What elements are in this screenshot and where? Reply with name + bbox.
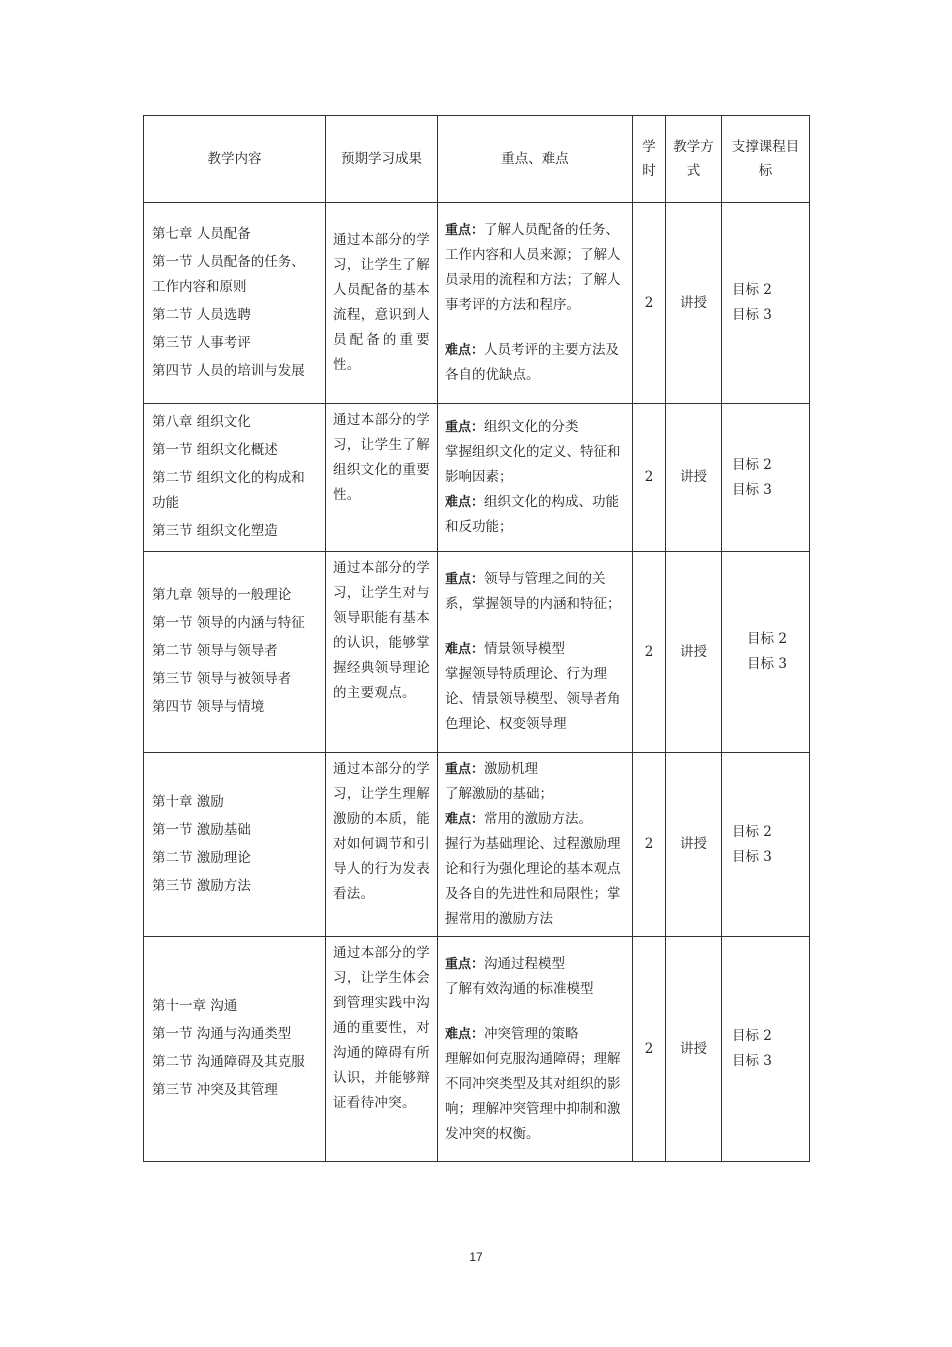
section-item: 第三节 领导与被领导者 — [152, 671, 292, 687]
row-outcome: 通过本部分的学习，让学生体会到管理实践中沟通的重要性，对沟通的障碍有所认识，并能够辩证看待冲突。 — [326, 937, 438, 1162]
row-hours: 2 — [633, 753, 666, 937]
header-row — [144, 116, 810, 203]
key-label: 重点： — [445, 572, 485, 587]
difficulty-text: 组织文化的构成、功能和反功能； — [445, 494, 620, 535]
row-method: 讲授 — [666, 552, 722, 753]
row-key-points — [438, 753, 633, 937]
row-content — [144, 404, 326, 552]
chapter-title: 第十一章 沟通 — [152, 998, 238, 1014]
target-item: 目标 2 — [732, 282, 772, 298]
key-label: 重点： — [445, 223, 485, 238]
section-item: 第一节 激励基础 — [152, 821, 251, 838]
row-hours: 2 — [633, 203, 666, 404]
target-item: 目标 3 — [732, 848, 772, 865]
key-extra: 了解有效沟通的标准模型 — [445, 980, 594, 997]
key-text: 领导与管理之间的关系，掌握领导的内涵和特征； — [445, 571, 621, 612]
key-text: 了解人员配备的任务、工作内容和人员来源；了解人员录用的流程和方法；了解人事考评的方法和程序。 — [445, 222, 621, 313]
section-item: 第二节 人员选聘 — [152, 306, 251, 323]
row-method: 讲授 — [666, 404, 722, 552]
header-key-points: 重点、难点 — [438, 116, 633, 203]
header-targets: 支撑课程目标 — [722, 116, 810, 203]
course-content-table — [143, 115, 810, 1162]
row-hours: 2 — [633, 404, 666, 552]
row-content — [144, 937, 326, 1162]
row-targets — [722, 552, 810, 753]
row-outcome: 通过本部分的学习，让学生对与领导职能有基本的认识，能够掌握经典领导理论的主要观点。 — [326, 552, 438, 753]
section-item: 第三节 组织文化塑造 — [152, 523, 278, 539]
row-hours: 2 — [633, 937, 666, 1162]
difficulty-label: 难点： — [445, 812, 485, 827]
difficulty-text: 常用的激励方法。 — [484, 811, 593, 827]
row-key-points — [438, 937, 633, 1162]
difficulty-extra: 掌握领导特质理论、行为理论、情景领导模型、领导者角色理论、权变领导理 — [445, 666, 621, 732]
target-item: 目标 2 — [732, 823, 772, 840]
header-hours: 学时 — [633, 116, 666, 203]
target-item: 目标 3 — [732, 1053, 772, 1069]
row-content — [144, 203, 326, 404]
section-item: 第四节 领导与情境 — [152, 699, 265, 715]
row-key-points — [438, 404, 633, 552]
difficulty-text: 人员考评的主要方法及各自的优缺点。 — [445, 342, 620, 383]
header-content: 教学内容 — [144, 116, 326, 203]
difficulty-text: 冲突管理的策略 — [484, 1025, 579, 1042]
header-outcome: 预期学习成果 — [326, 116, 438, 203]
difficulty-label: 难点： — [445, 1026, 485, 1042]
target-item: 目标 3 — [747, 656, 787, 672]
section-item: 第二节 组织文化的构成和功能 — [152, 470, 305, 511]
section-item: 第三节 冲突及其管理 — [152, 1082, 278, 1098]
key-extra: 了解激励的基础； — [445, 786, 553, 802]
row-targets — [722, 203, 810, 404]
table-row — [144, 753, 810, 937]
target-item: 目标 2 — [732, 456, 772, 473]
difficulty-extra: 握行为基础理论、过程激励理论和行为强化理论的基本观点及各自的先进性和局限性；掌握常用的激励方法 — [445, 836, 621, 927]
key-text: 激励机理 — [484, 761, 539, 777]
row-content — [144, 753, 326, 937]
difficulty-text: 情景领导模型 — [484, 641, 566, 657]
section-item: 第一节 领导的内涵与特征 — [152, 615, 305, 631]
target-item: 目标 3 — [732, 307, 772, 323]
section-item: 第三节 人事考评 — [152, 334, 251, 351]
row-outcome: 通过本部分的学习，让学生理解激励的本质，能对如何调节和引导人的行为发表看法。 — [326, 753, 438, 937]
section-item: 第一节 沟通与沟通类型 — [152, 1026, 292, 1042]
row-key-points — [438, 552, 633, 753]
target-item: 目标 2 — [732, 1028, 772, 1044]
row-targets — [722, 753, 810, 937]
difficulty-label: 难点： — [445, 642, 485, 657]
key-extra: 掌握组织文化的定义、特征和影响因素； — [445, 444, 621, 485]
row-targets — [722, 937, 810, 1162]
difficulty-label: 难点： — [445, 343, 485, 358]
section-item: 第四节 人员的培训与发展 — [152, 362, 305, 379]
key-text: 组织文化的分类 — [484, 419, 579, 435]
table-row — [144, 203, 810, 404]
chapter-title: 第八章 组织文化 — [152, 414, 251, 430]
section-item: 第三节 激励方法 — [152, 877, 251, 894]
row-method: 讲授 — [666, 203, 722, 404]
chapter-title: 第十章 激励 — [152, 793, 224, 810]
row-content — [144, 552, 326, 753]
section-item: 第二节 激励理论 — [152, 849, 251, 866]
row-targets — [722, 404, 810, 552]
target-item: 目标 3 — [732, 481, 772, 498]
target-item: 目标 2 — [747, 631, 787, 647]
section-item: 第二节 领导与领导者 — [152, 643, 278, 659]
row-outcome: 通过本部分的学习，让学生了解人员配备的基本流程，意识到人员配备的重要性。 — [326, 203, 438, 404]
difficulty-label: 难点： — [445, 495, 485, 510]
row-key-points — [438, 203, 633, 404]
row-method: 讲授 — [666, 937, 722, 1162]
table-row — [144, 404, 810, 552]
chapter-title: 第七章 人员配备 — [152, 225, 251, 242]
row-hours: 2 — [633, 552, 666, 753]
table-row — [144, 552, 810, 753]
page-number: 17 — [469, 1250, 483, 1264]
table-row — [144, 937, 810, 1162]
difficulty-extra: 理解如何克服沟通障碍；理解不同冲突类型及其对组织的影响；理解冲突管理中抑制和激发冲突的权衡。 — [445, 1050, 621, 1142]
chapter-title: 第九章 领导的一般理论 — [152, 587, 292, 603]
section-item: 第一节 人员配备的任务、工作内容和原则 — [152, 253, 305, 295]
header-method: 教学方式 — [666, 116, 722, 203]
row-method: 讲授 — [666, 753, 722, 937]
row-outcome: 通过本部分的学习，让学生了解组织文化的重要性。 — [326, 404, 438, 552]
section-item: 第一节 组织文化概述 — [152, 442, 278, 458]
key-text: 沟通过程模型 — [484, 955, 566, 972]
section-item: 第二节 沟通障碍及其克服 — [152, 1054, 305, 1070]
key-label: 重点： — [445, 420, 485, 435]
key-label: 重点： — [445, 762, 485, 777]
key-label: 重点： — [445, 956, 485, 972]
